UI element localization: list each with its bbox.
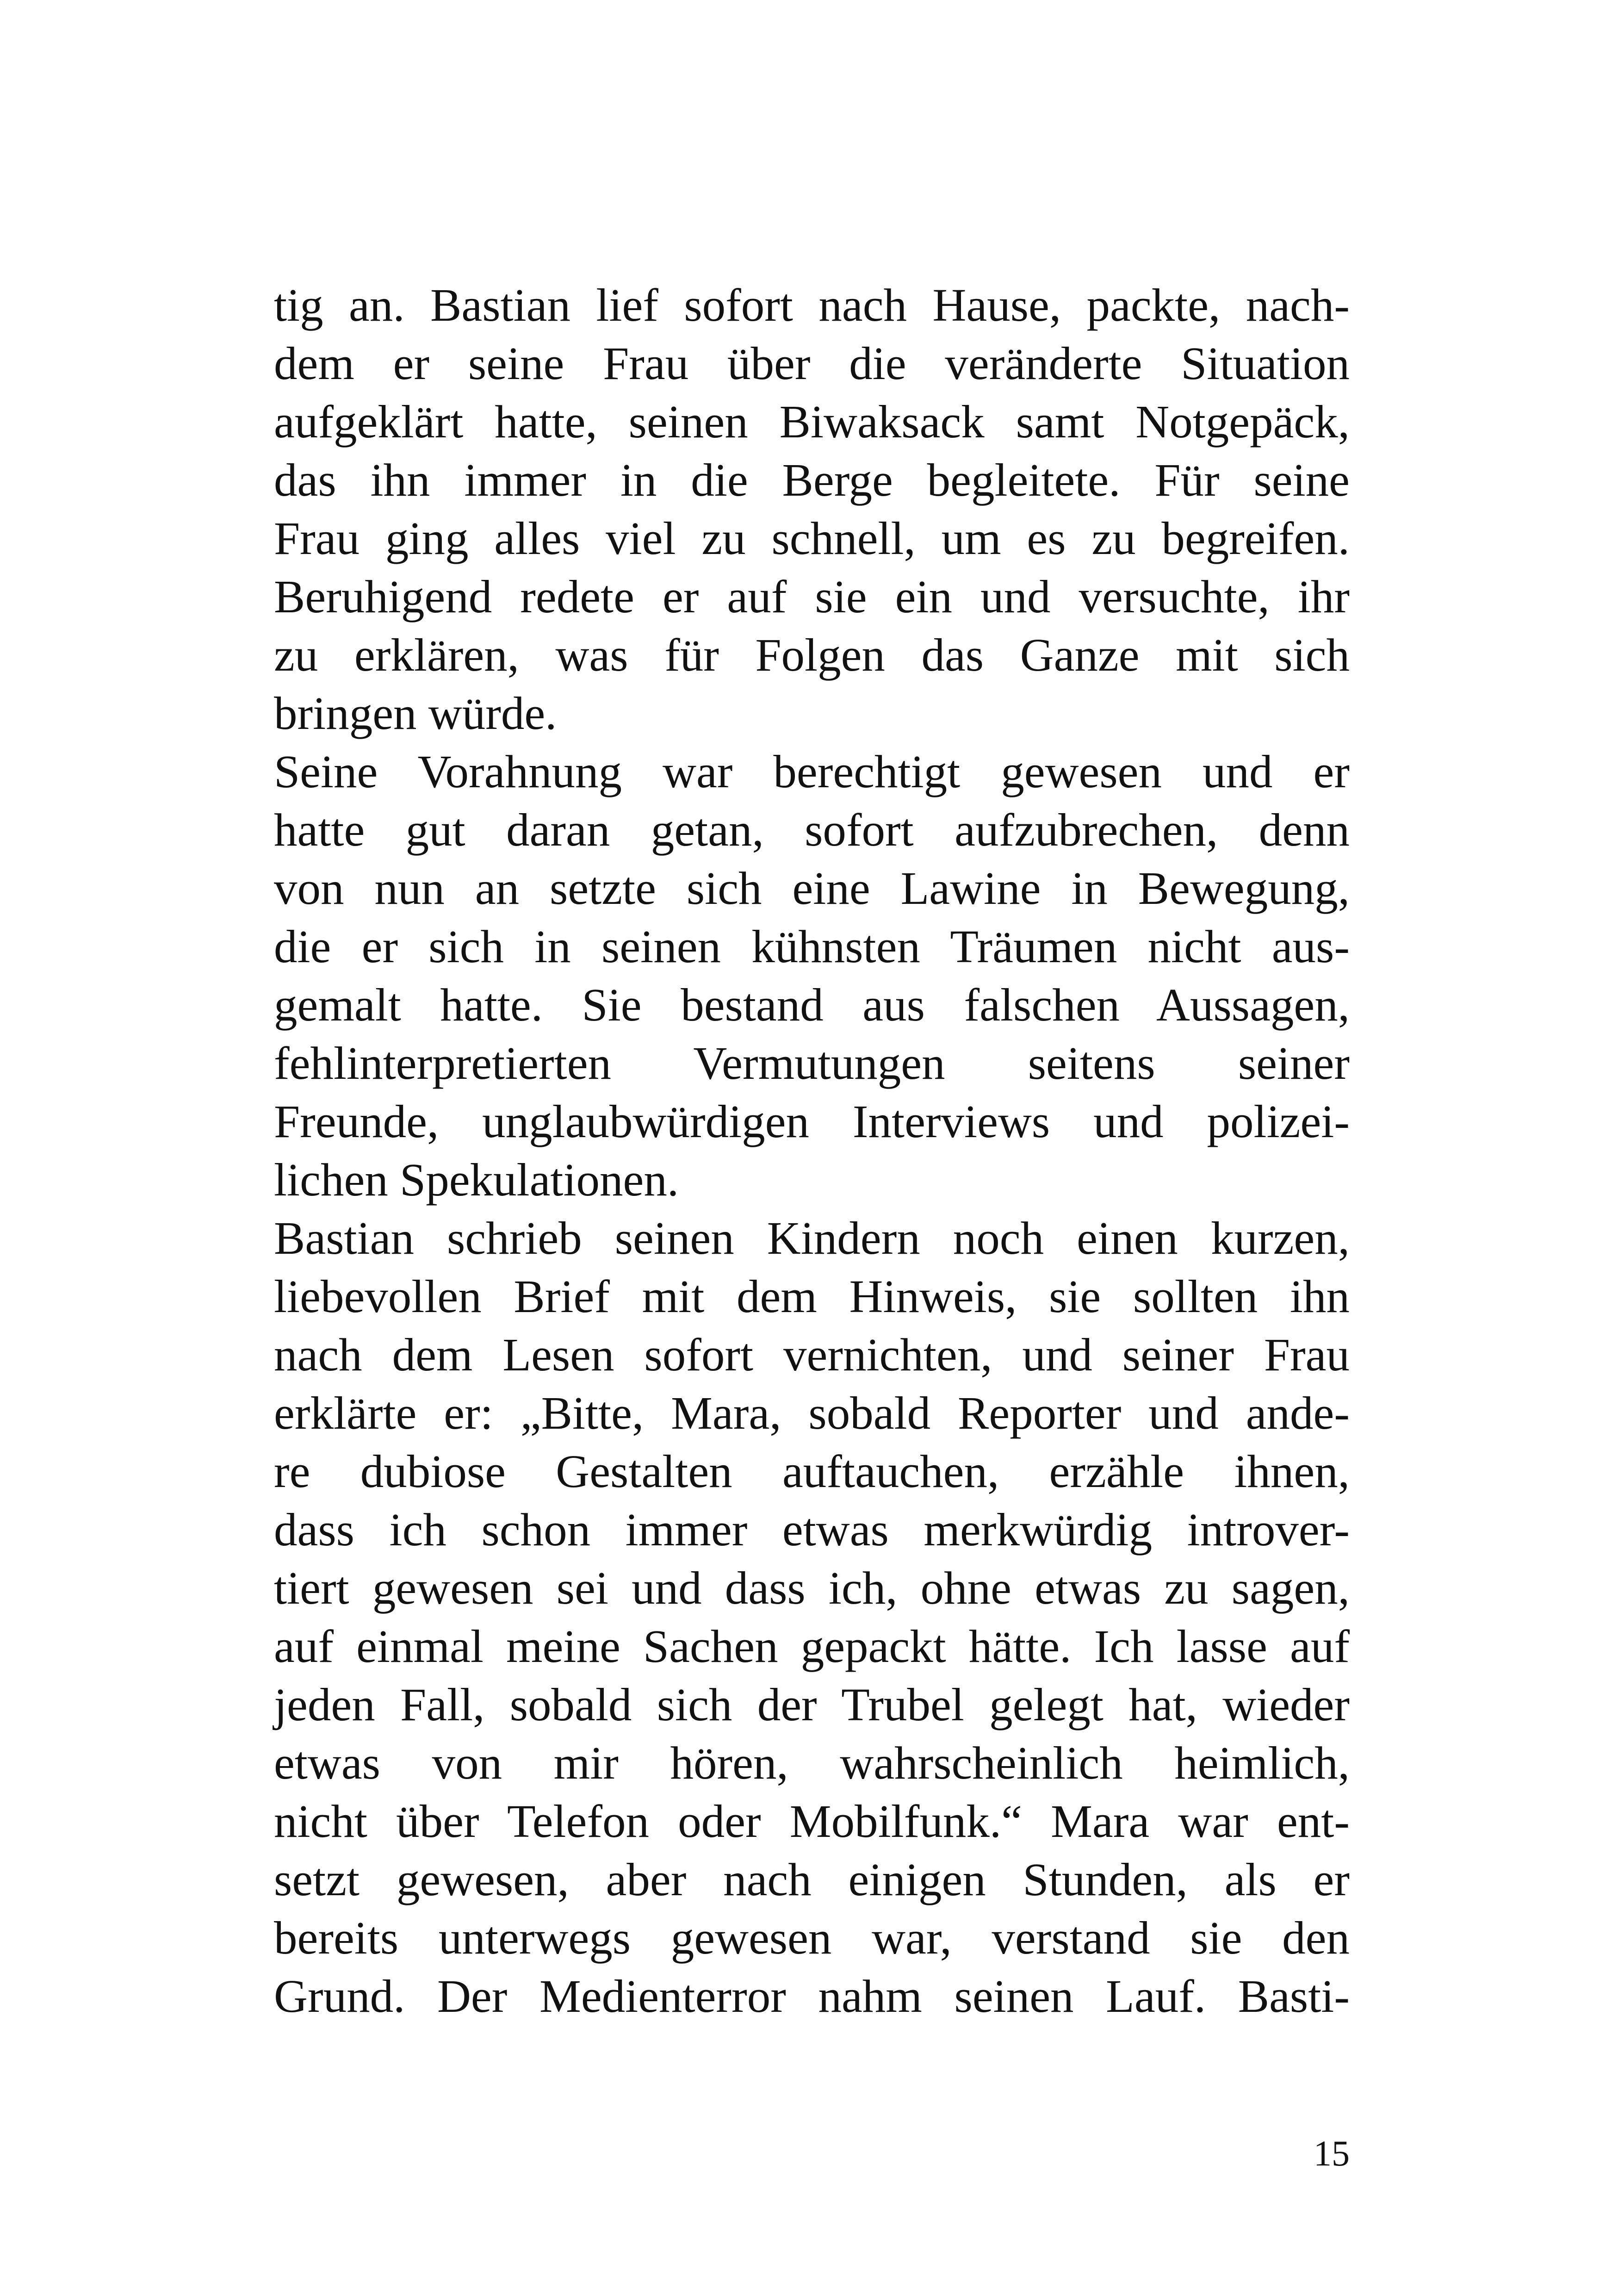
text-line: re dubiose Gestalten auftauchen, erzähle ihnen, xyxy=(274,1445,1350,1497)
text-line: die er sich in seinen kühnsten Träumen nicht aus- xyxy=(274,921,1350,972)
paragraph-3 xyxy=(274,1209,1350,2025)
text-line: auf einmal meine Sachen gepackt hätte. Ich lasse auf xyxy=(274,1620,1350,1672)
text-line: Frau ging alles viel zu schnell, um es zu begreifen. xyxy=(274,512,1350,564)
text-line: jeden Fall, sobald sich der Trubel gelegt hat, wieder xyxy=(274,1679,1350,1730)
text-line: liebevollen Brief mit dem Hinweis, sie sollten ihn xyxy=(274,1270,1350,1322)
text-line: etwas von mir hören, wahrscheinlich heimlich, xyxy=(274,1737,1350,1789)
text-line: Bastian schrieb seinen Kindern noch einen kurzen, xyxy=(274,1212,1350,1264)
text-line: erklärte er: „Bitte, Mara, sobald Reporter und ande- xyxy=(274,1387,1350,1439)
text-line: zu erklären, was für Folgen das Ganze mit sich xyxy=(274,629,1350,681)
page-number: 15 xyxy=(1314,2133,1350,2173)
text-line: Seine Vorahnung war berechtigt gewesen und er xyxy=(274,746,1350,797)
text-line: tiert gewesen sei und dass ich, ohne etwas zu sagen, xyxy=(274,1562,1350,1614)
text-line: aufgeklärt hatte, seinen Biwaksack samt Notgepäck, xyxy=(274,396,1350,448)
text-line: nach dem Lesen sofort vernichten, und seiner Frau xyxy=(274,1329,1350,1381)
text-line: dass ich schon immer etwas merkwürdig introver- xyxy=(274,1504,1350,1556)
text-line: das ihn immer in die Berge begleitete. Für seine xyxy=(274,454,1350,506)
text-line: gemalt hatte. Sie bestand aus falschen Aussagen, xyxy=(274,979,1350,1031)
text-line: dem er seine Frau über die veränderte Situation xyxy=(274,337,1350,389)
text-line: hatte gut daran getan, sofort aufzubrechen, denn xyxy=(274,804,1350,856)
text-line: bringen würde. xyxy=(274,687,557,739)
text-line: setzt gewesen, aber nach einigen Stunden, als er xyxy=(274,1854,1350,1905)
text-line: Grund. Der Medienterror nahm seinen Lauf. Basti- xyxy=(274,1970,1350,2022)
text-line: nicht über Telefon oder Mobilfunk.“ Mara war ent- xyxy=(274,1795,1350,1847)
text-line: bereits unterwegs gewesen war, verstand sie den xyxy=(274,1912,1350,1964)
body-text xyxy=(274,276,1350,2025)
paragraph-1 xyxy=(274,276,1350,742)
text-line: tig an. Bastian lief sofort nach Hause, packte, nach- xyxy=(274,279,1350,331)
text-line: Beruhigend redete er auf sie ein und versuchte, ihr xyxy=(274,571,1350,622)
text-line: lichen Spekulationen. xyxy=(274,1154,679,1206)
text-line: fehlinterpretierten Vermutungen seitens seiner xyxy=(274,1037,1350,1089)
text-line: von nun an setzte sich eine Lawine in Bewegung, xyxy=(274,862,1350,914)
paragraph-2 xyxy=(274,742,1350,1209)
text-line: Freunde, unglaubwürdigen Interviews und polizei- xyxy=(274,1095,1350,1147)
